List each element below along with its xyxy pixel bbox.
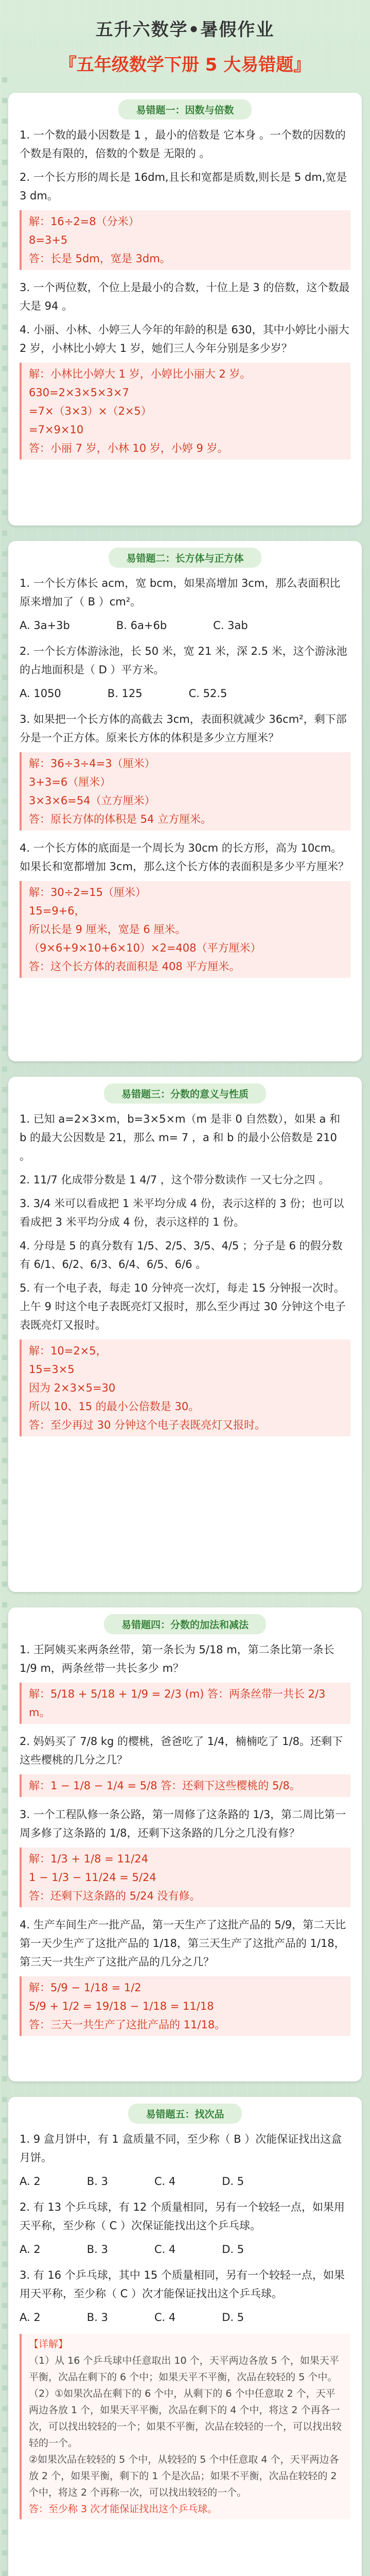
question: 1. 已知 a=2×3×m，b=3×5×m（m 是非 0 自然数），如果 a 和 b 的最大公因数是 21，那么 m= 7 ，a 和 b 的最小公倍数是 210 。 (20, 1113, 341, 1162)
detail-line: （2）①如果次品在剩下的 6 个中，从剩下的 6 个中任意取 2 个，天平两边各放 1 个，如果天平平衡，次品在剩下的 4 个中，将这 2 个再各一次，可以找出较轻的一个；如果不平衡，次品在较轻的一个，可以找出较轻的一个。 (29, 2388, 342, 2449)
solution-line: 解：30÷2=15（厘米） (29, 886, 146, 899)
detail-label: 【详解】 (29, 2338, 68, 2350)
option: C. 4 (154, 2175, 176, 2188)
section-2-card (8, 541, 362, 1061)
question: 4. 分母是 5 的真分数有 1/5、2/5、3/5、4/5 ；分子是 6 的假分数有 6/1、6/2、6/3、6/4、6/5、6/6 。 (20, 1240, 343, 1270)
solution-line: 解：16÷2=8（分米） (29, 215, 139, 228)
section-5-card (8, 2097, 362, 2576)
options (20, 2240, 350, 2259)
question: 4. 小丽、小林、小婷三人今年的年龄的积是 630，其中小婷比小丽大 2 岁，小林比小婷大 1 岁，她们三人今年分别是多少岁？ (20, 324, 349, 354)
question: 3. 如果把一个长方体的高截去 3cm，表面积就减少 36cm²，剩下部分是一个正方体。原来长方体的体积是多少立方厘米？ (20, 713, 347, 744)
question: 2. 一个长方形的周长是 16dm,且长和宽都是质数,则长是 5 dm,宽是 3 dm。 (20, 171, 347, 202)
solution-line: 15=3×5 (29, 1363, 75, 1376)
solution-line: 答：至少再过 30 分钟这个电子表既亮灯又报时。 (29, 1419, 266, 1431)
options (20, 684, 350, 703)
section-4-card (8, 1607, 362, 2081)
solution-line: 答：长是 5dm，宽是 3dm。 (29, 252, 171, 265)
option: C. 3ab (213, 619, 248, 632)
solution-line: =7×（3×3）×（2×5） (29, 405, 152, 417)
solution-line: 解：36÷3÷4=3（厘米） (29, 757, 155, 770)
solution-line: 答：原长方体的体积是 54 立方厘米。 (29, 813, 212, 825)
option: C. 4 (154, 2243, 176, 2256)
section-badge: 易错题五：找次品 (128, 2104, 241, 2124)
question: 3. 3/4 米可以看成把 1 米平均分成 4 份，表示这样的 3 份；也可以看成把 3 米平均分成 4 份，表示这样的 1 份。 (20, 1197, 344, 1228)
solution-box (20, 210, 350, 270)
solution-box: 解：5/18 + 5/18 + 1/9 = 2/3 (m) 答：两条丝带一共长 2/3 m。 (20, 1683, 350, 1724)
question: 3. 一个两位数，个位上是最小的合数，十位上是 3 的倍数，这个数最大是 94 。 (20, 281, 350, 312)
option: A. 2 (20, 2175, 41, 2188)
option: D. 5 (222, 2311, 244, 2324)
solution-line: 答：三天一共生产了这批产品的 11/18。 (29, 2019, 226, 2031)
question: 5. 有一个电子表，每走 10 分钟亮一次灯，每走 15 分钟报一次时。上午 9 时这个电子表既亮灯又报时，那么至少再过 30 分钟这个电子表既亮灯又报时。 (20, 1282, 346, 1331)
detail-box (20, 2334, 350, 2519)
detail-line: （1）从 16 个乒乓球中任意取出 10 个，天平两边各放 5 个，如果天平平衡，次品在剩下的 6 个中；如果天平不平衡，次品在较轻的 5 个中。 (29, 2355, 339, 2383)
solution-line: 8=3+5 (29, 234, 68, 246)
section-badge: 易错题一：因数与倍数 (118, 99, 251, 120)
solution-line: 所以 10、15 的最小公倍数是 30。 (29, 1400, 200, 1413)
solution-line: 解：10=2×5， (29, 1345, 107, 1357)
option: B. 125 (107, 687, 143, 700)
section-badge: 易错题三：分数的意义与性质 (104, 1083, 266, 1104)
solution-line: 3×3×6=54（立方厘米） (29, 794, 155, 807)
solution-line: 5/9 + 1/2 = 19/18 − 1/18 = 11/18 (29, 2000, 214, 2012)
solution-line: 3+3=6（厘米） (29, 776, 111, 788)
question: 2. 11/7 化成带分数是 1 4/7 ，这个带分数读作 一又七分之四 。 (20, 1174, 330, 1186)
question: 2. 有 13 个乒乓球，有 12 个质量相同，另有一个较轻一点，如果用天平称，至少称（ C ）次保证能找出这个乒乓球。 (20, 2201, 345, 2232)
question: 4. 一个长方体的底面是一个周长为 30cm 的长方形，高为 10cm。如果长和宽都增加 3cm，那么这个长方体的表面积是多少平方厘米？ (20, 842, 349, 873)
options (20, 2172, 350, 2191)
page-title: 五升六数学•暑假作业 (95, 20, 275, 40)
side-decoration (2, 77, 7, 2576)
solution-line: 解：小林比小婷大 1 岁，小婷比小丽大 2 岁。 (29, 368, 251, 380)
solution-box (20, 881, 350, 978)
solution-line: 答：小丽 7 岁，小林 10 岁，小婷 9 岁。 (29, 442, 228, 454)
option: B. 6a+6b (116, 619, 167, 632)
options (20, 2308, 350, 2327)
section-3-card (8, 1077, 362, 1592)
question: 1. 王阿姨买来两条丝带，第一条长为 5/18 m，第二条比第一条长 1/9 m，两条丝带一共长多少 m？ (20, 1643, 334, 1674)
solution-line: 解：5/9 − 1/18 = 1/2 (29, 1981, 142, 1994)
solution-box (20, 752, 350, 831)
question: 3. 一个工程队修一条公路，第一周修了这条路的 1/3，第二周比第一周多修了这条路的 1/8，还剩下这条路的几分之几没有修？ (20, 1808, 346, 1839)
solution-line: 15=9+6， (29, 905, 85, 917)
option: B. 3 (86, 2243, 108, 2256)
solution-line: （9×6+9×10+6×10）×2=408（平方厘米） (29, 942, 261, 954)
solution-line: =7×9×10 (29, 423, 84, 436)
section-1-card (8, 93, 362, 526)
question: 2. 一个长方体游泳池，长 50 米，宽 21 米，深 2.5 米，这个游泳池的占地面积是（ D ）平方米。 (20, 645, 347, 676)
question: 3. 有 16 个乒乓球，其中 15 个质量相同，另有一个较轻一点，如果用天平称，至少称（ C ）次才能保证找出这个乒乓球。 (20, 2269, 345, 2300)
option: B. 3 (86, 2311, 108, 2324)
option: B. 3 (86, 2175, 108, 2188)
option: C. 52.5 (188, 687, 227, 700)
solution-box (20, 363, 350, 460)
answer-line: 答：至少称 3 次才能保证找出这个乒乓球。 (29, 2503, 218, 2515)
question: 1. 一个数的最小因数是 1 ，最小的倍数是 它本身 。一个数的因数的个数是有限的，倍数的个数是 无限的 。 (20, 129, 346, 160)
detail-line: ②如果次品在较轻的 5 个中，从较轻的 5 个中任意取 4 个，天平两边各放 2 个，如果平衡，剩下的 1 个是次品；如果不平衡，次品在较轻的 2 个中，将这 2 个再称一次，可以找出较轻的一个。 (29, 2454, 339, 2498)
question: 2. 妈妈买了 7/8 kg 的樱桃，爸爸吃了 1/4，楠楠吃了 1/8。还剩下这些樱桃的几分之几？ (20, 1735, 343, 1766)
option: A. 1050 (20, 687, 61, 700)
solution-line: 答：这个长方体的表面积是 408 平方厘米。 (29, 960, 240, 973)
option: A. 2 (20, 2311, 41, 2324)
solution-line: 解：1/3 + 1/8 = 11/24 (29, 1853, 149, 1865)
section-badge: 易错题二：长方体与正方体 (109, 548, 261, 568)
option: A. 2 (20, 2243, 41, 2256)
option: D. 5 (222, 2243, 244, 2256)
question: 1. 9 盒月饼中，有 1 盒质量不同，至少称（ B ）次能保证找出这盒月饼。 (20, 2133, 342, 2164)
solution-line: 1 − 1/3 − 11/24 = 5/24 (29, 1871, 156, 1884)
question: 1. 一个长方体长 acm，宽 bcm，如果高增加 3cm，那么表面积比原来增加了（ B ）cm²。 (20, 577, 341, 608)
option: A. 3a+3b (20, 619, 70, 632)
option: C. 4 (154, 2311, 176, 2324)
solution-box (20, 1976, 350, 2036)
solution-line: 答：还剩下这条路的 5/24 没有修。 (29, 1890, 201, 1902)
solution-line: 所以长是 9 厘米，宽是 6 厘米。 (29, 923, 186, 936)
solution-line: 630=2×3×5×3×7 (29, 386, 129, 399)
option: D. 5 (222, 2175, 244, 2188)
solution-box (20, 1340, 350, 1436)
section-badge: 易错题四：分数的加法和减法 (104, 1614, 266, 1634)
page-subtitle: 『五年级数学下册 5 大易错题』 (59, 55, 311, 75)
options (20, 616, 350, 635)
solution-line: 因为 2×3×5=30 (29, 1382, 116, 1394)
question: 4. 生产车间生产一批产品，第一天生产了这批产品的 5/9，第二天比第一天少生产了这批产品的 1/18，第三天生产了这批产品的 1/18，第三天一共生产了这批产品的几分之几？ (20, 1919, 346, 1968)
solution-box: 解：1 − 1/8 − 1/4 = 5/8 答：还剩下这些樱桃的 5/8。 (20, 1774, 350, 1797)
solution-box (20, 1848, 350, 1907)
